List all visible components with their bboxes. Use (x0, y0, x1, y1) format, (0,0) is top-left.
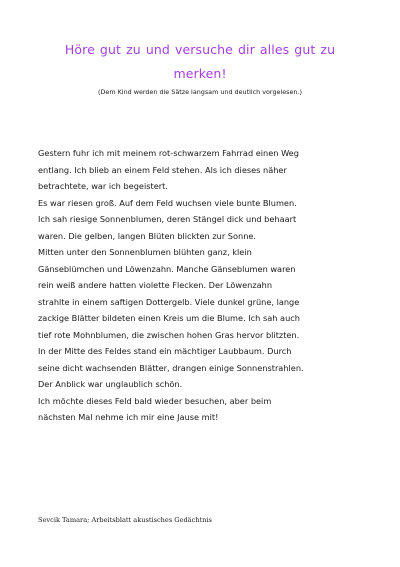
story-line: zackige Blätter bildeten einen Kreis um die Blume. Ich sah auch (38, 313, 300, 323)
page-title (40, 38, 360, 86)
story-line: In der Mitte des Feldes stand ein mächtiger Laubbaum. Durch (38, 346, 292, 356)
story-line: Gestern fuhr ich mit meinem rot-schwarzem Fahrrad einen Weg (38, 148, 299, 158)
story-text (38, 145, 368, 426)
story-line: rein weiß andere hatten violette Flecken. Der Löwenzahn (38, 280, 273, 290)
story-line: Mitten unter den Sonnenblumen blühten ganz, klein (38, 247, 252, 257)
story-line: Ich möchte dieses Feld bald wieder besuchen, aber beim (38, 395, 272, 406)
story-line: betrachtete, war ich begeistert. (38, 181, 168, 191)
title-line-1: Höre gut zu und versuche dir alles gut zu (64, 42, 336, 57)
story-line: tief rote Mohnblumen, die zwischen hohen Gras hervor blitzten. (38, 329, 300, 340)
story-line: Gänseblümchen und Löwenzahn. Manche Gänseblumen waren (38, 263, 296, 274)
instruction-note: (Dem Kind werden die Sätze langsam und deutlich vorgelesen.) (98, 88, 302, 96)
story-line: waren. Die gelben, langen Blüten blickten zur Sonne. (38, 230, 257, 241)
story-line: nächsten Mal nehme ich mir eine Jause mit! (38, 412, 219, 422)
story-line: entlang. Ich blieb an einem Feld stehen. Als ich dieses näher (38, 164, 287, 175)
story-line: strahlte in einem saftigen Dottergelb. Viele dunkel grüne, lange (38, 296, 300, 307)
story-line: seine dicht wachsenden Blätter, drangen einige Sonnenstrahlen. (38, 362, 304, 373)
story-line: Es war riesen groß. Auf dem Feld wuchsen viele bunte Blumen. (38, 197, 297, 208)
title-line-2: merken! (173, 66, 227, 81)
story-line: Ich sah riesige Sonnenblumen, deren Stängel dick und behaart (38, 214, 297, 224)
page-footer: Sevcik Tamara; Arbeitsblatt akustisches Gedächtnis (38, 516, 212, 524)
story-line: Der Anblick war unglaublich schön. (38, 379, 183, 389)
